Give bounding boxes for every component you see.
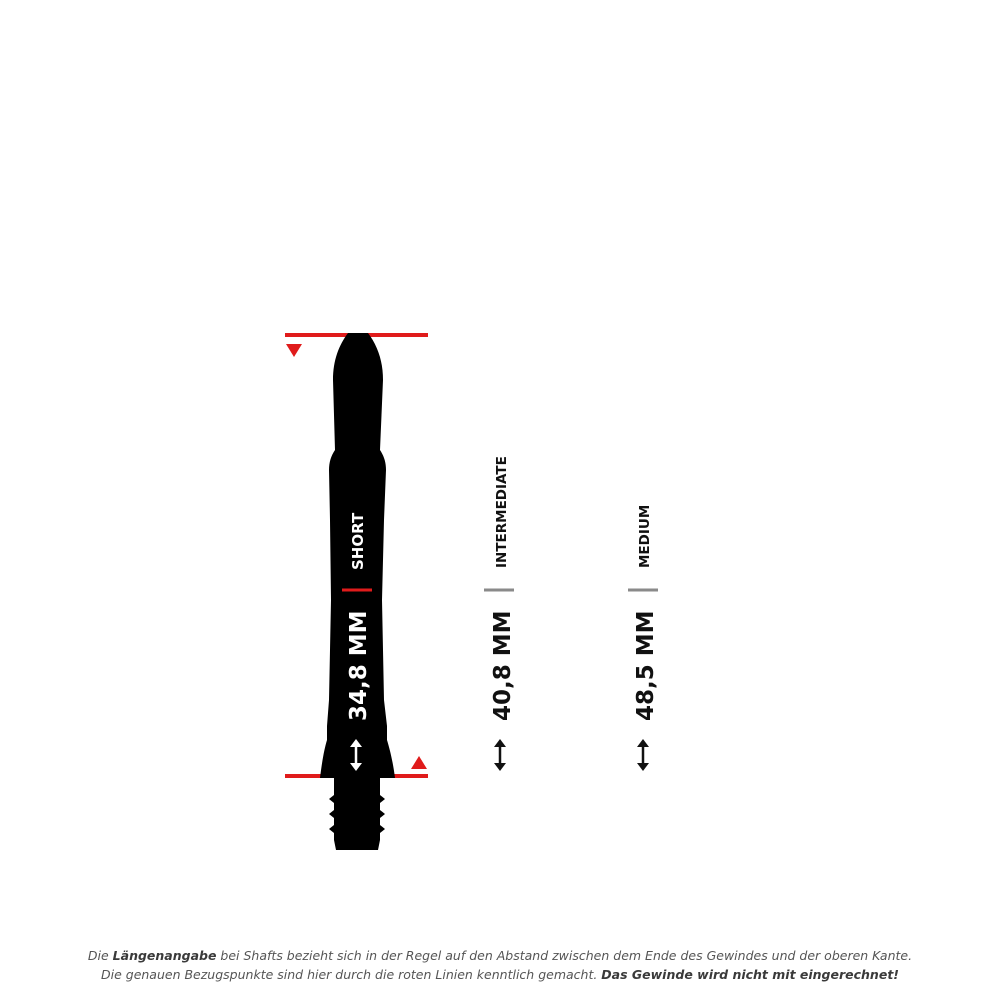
footnote-line-1-bold: Längenangabe (112, 948, 217, 963)
medium-shaft-measurement: 48,5 MM (633, 610, 659, 721)
shaft-thread (329, 778, 385, 850)
short-shaft-name: SHORT (349, 512, 367, 570)
down-triangle-icon (286, 344, 302, 357)
intermediate-up-down-arrow-icon (494, 739, 506, 771)
medium-shaft-name: MEDIUM (637, 504, 653, 568)
footnote-line-1-post: bei Shafts bezieht sich in der Regel auf den Abstand zwischen dem Ende des Gewindes und der oberen Kante. (216, 948, 913, 963)
footnote-line-2-bold: Das Gewinde wird nicht mit eingerechnet! (601, 967, 899, 982)
footnote-line-2 (0, 965, 1000, 984)
footnote-line-2-pre: Die genauen Bezugspunkte sind hier durch die roten Linien kenntlich gemacht. (101, 967, 602, 982)
up-triangle-icon (411, 756, 427, 769)
footnote-line-1-pre: Die (87, 948, 113, 963)
footnote (0, 946, 1000, 984)
short-shaft-measurement: 34,8 MM (346, 610, 372, 721)
medium-up-down-arrow-icon (637, 739, 649, 771)
intermediate-shaft-measurement: 40,8 MM (490, 610, 516, 721)
intermediate-shaft-name: INTERMEDIATE (494, 456, 510, 568)
footnote-line-1 (0, 946, 1000, 965)
